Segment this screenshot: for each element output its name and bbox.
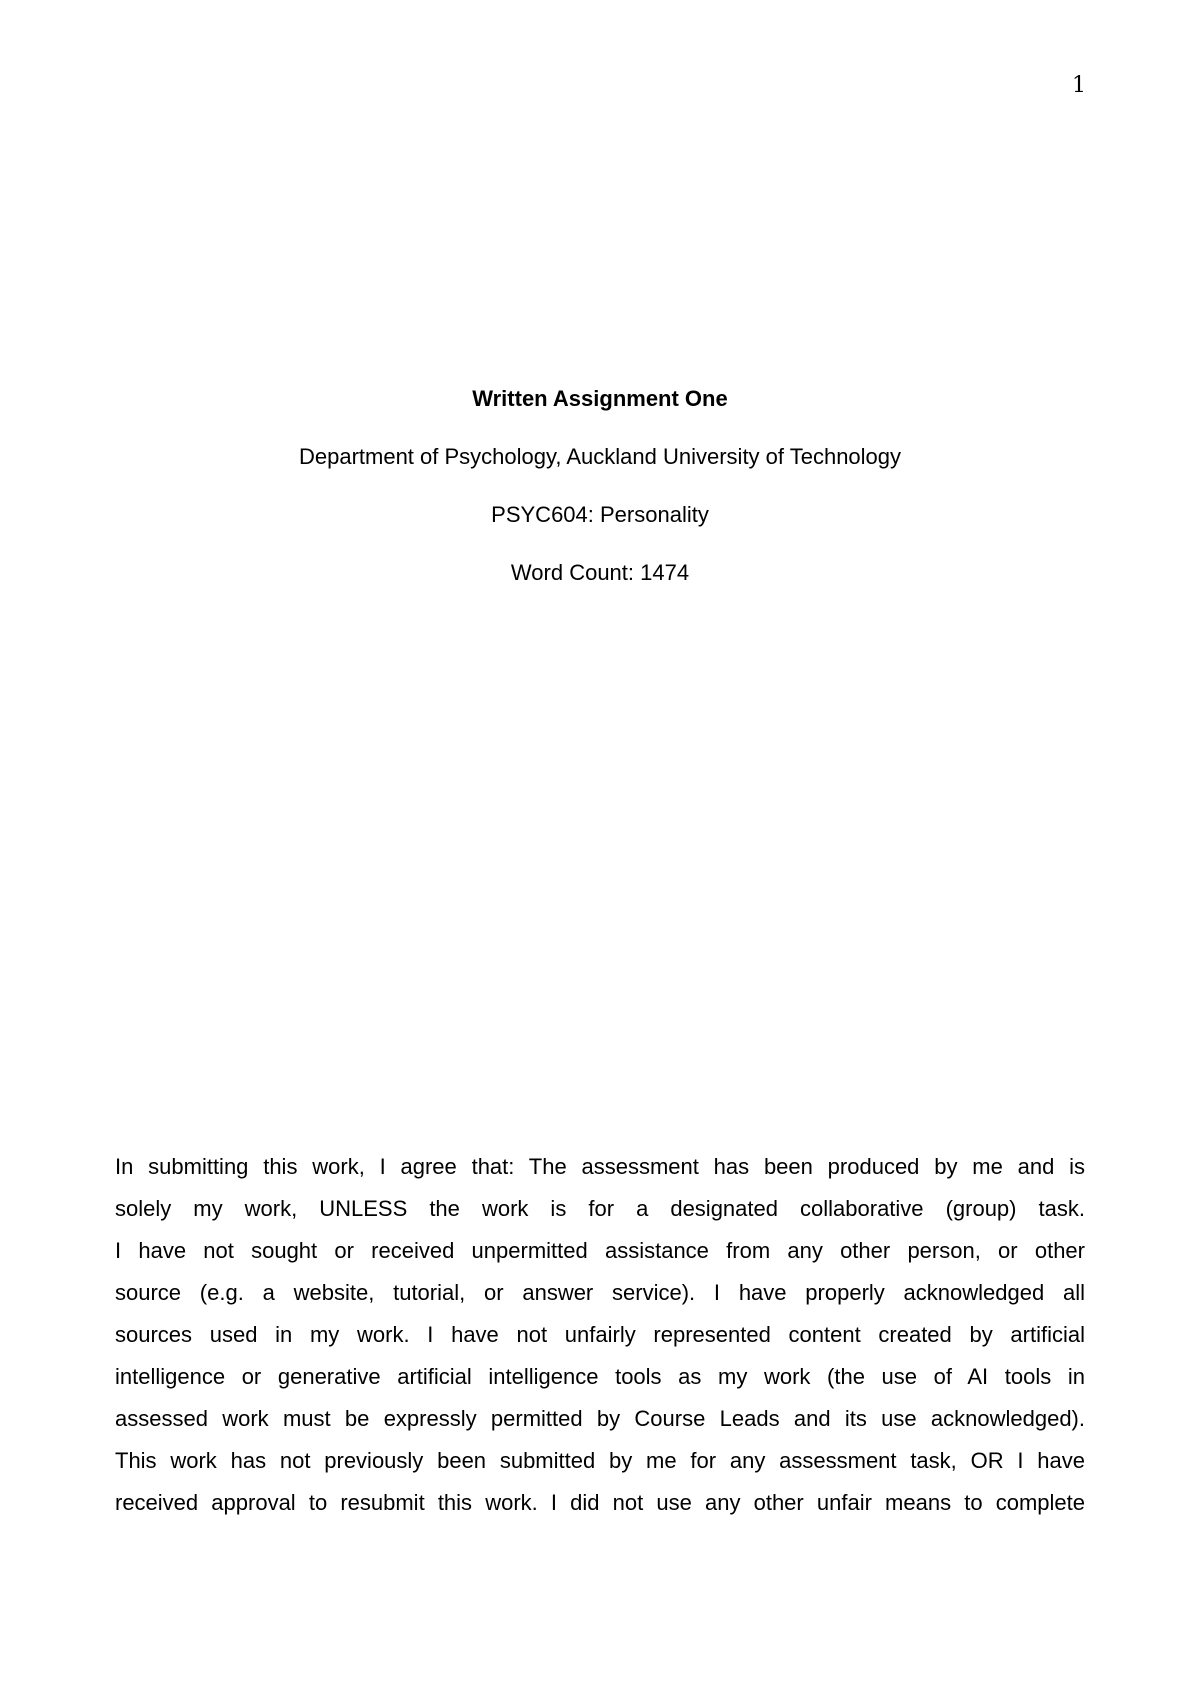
declaration-paragraph: [115, 1146, 1085, 1524]
page-number: 1: [1072, 73, 1086, 98]
declaration-line: source (e.g. a website, tutorial, or answer service). I have properly acknowledged all: [115, 1280, 1085, 1305]
department-line: Department of Psychology, Auckland University of Technology: [298, 444, 902, 469]
title-block: [0, 385, 1200, 617]
document-title: Written Assignment One: [472, 386, 728, 411]
word-count-line: Word Count: 1474: [510, 560, 690, 585]
declaration-line: sources used in my work. I have not unfairly represented content created by artificial: [115, 1322, 1085, 1347]
declaration-line: In submitting this work, I agree that: The assessment has been produced by me and is: [115, 1154, 1085, 1179]
declaration-line: This work has not previously been submitted by me for any assessment task, OR I have: [115, 1448, 1085, 1473]
course-line: PSYC604: Personality: [491, 502, 709, 527]
declaration-line: I have not sought or received unpermitted assistance from any other person, or other: [115, 1238, 1085, 1263]
declaration-line: received approval to resubmit this work. I did not use any other unfair means to complete: [115, 1490, 1085, 1515]
declaration-line: assessed work must be expressly permitted by Course Leads and its use acknowledged).: [115, 1406, 1085, 1431]
declaration-line: solely my work, UNLESS the work is for a designated collaborative (group) task.: [115, 1196, 1085, 1221]
declaration-line: intelligence or generative artificial intelligence tools as my work (the use of AI tools in: [115, 1364, 1085, 1389]
